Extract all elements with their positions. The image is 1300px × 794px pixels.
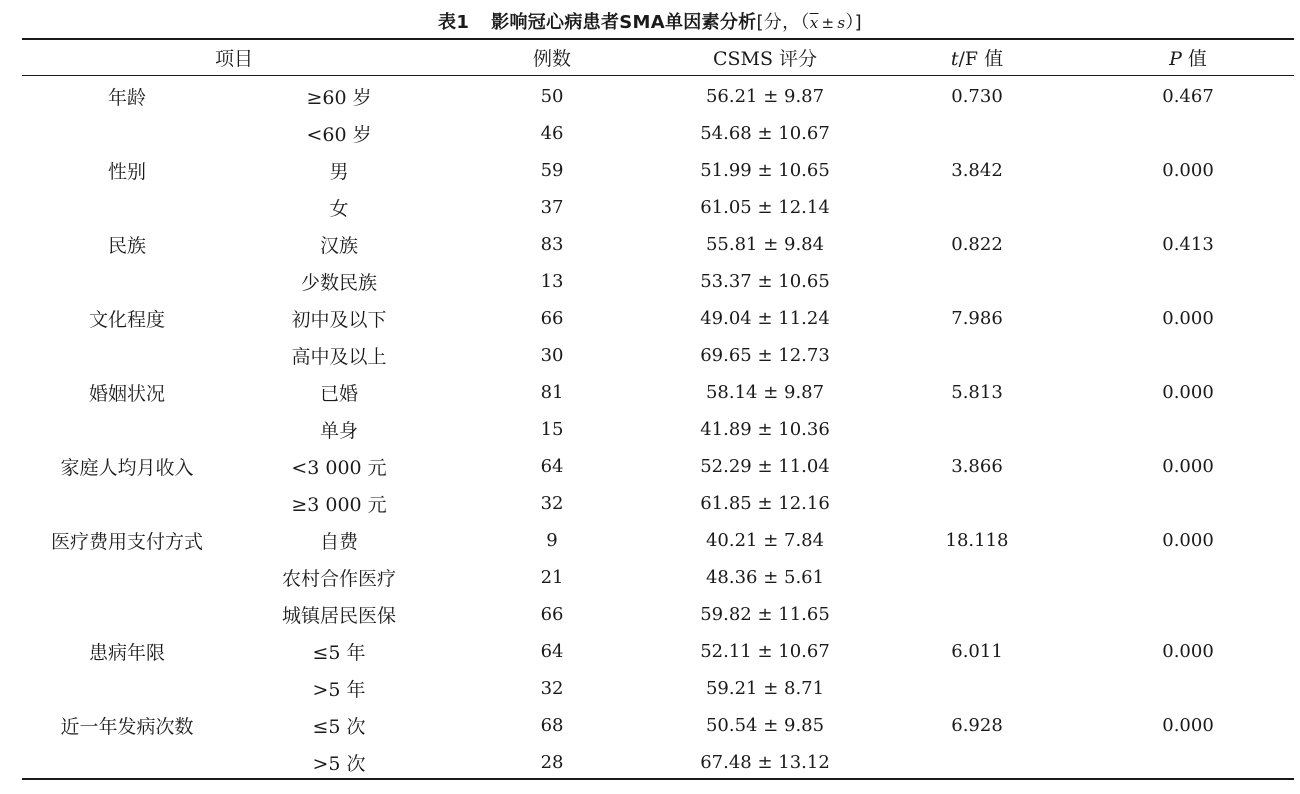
table-row [22,448,1294,485]
table-row [22,75,1294,115]
count-cell: 37 [540,197,564,218]
header-p-rest: 值 [1181,48,1207,70]
p-cell [1082,189,1294,226]
header-stat [872,40,1082,75]
level-cell: 农村合作医疗 [282,568,397,590]
p-cell: 0.413 [1162,234,1214,255]
score-cell: 51.99 ± 10.65 [700,160,830,181]
plus-minus-symbol: ± [821,14,835,32]
score-cell: 40.21 ± 7.84 [705,530,825,551]
score-cell: 61.85 ± 12.16 [700,493,830,514]
table-row [22,152,1294,189]
stat-cell: 18.118 [945,530,1009,551]
table-row [22,670,1294,707]
table-row [22,115,1294,152]
table-row [22,263,1294,300]
table-caption [0,8,1300,34]
mean-symbol: $\overline{x}$ [809,14,819,32]
table-label: 表1 [438,12,470,33]
score-cell: 48.36 ± 5.61 [705,567,825,588]
score-cell: 55.81 ± 9.84 [705,234,825,255]
factor-cell [22,670,232,707]
p-cell: 0.000 [1162,382,1214,403]
header-count: 例数 [533,48,572,70]
count-cell: 81 [540,382,564,403]
factor-cell: 家庭人均月收入 [60,457,194,479]
factor-cell [22,189,232,226]
score-cell: 56.21 ± 9.87 [705,86,825,107]
count-cell: 50 [540,86,564,107]
stat-cell [872,115,1082,152]
p-cell [1082,670,1294,707]
score-cell: 59.21 ± 8.71 [705,678,825,699]
p-cell [1082,559,1294,596]
factor-cell [22,485,232,522]
score-cell: 49.04 ± 11.24 [700,308,830,329]
table-row [22,485,1294,522]
analysis-table [22,40,1294,781]
factor-cell [22,596,232,633]
level-cell: 城镇居民医保 [282,605,397,627]
count-cell: 64 [540,456,564,477]
score-cell: 59.82 ± 11.65 [700,604,830,625]
factor-cell [22,115,232,152]
count-cell: 13 [540,271,564,292]
p-cell: 0.000 [1162,530,1214,551]
level-cell: ≥60 岁 [306,87,372,109]
level-cell: 初中及以下 [291,309,387,331]
table-row [22,337,1294,374]
count-cell: 46 [540,123,564,144]
level-cell: <3 000 元 [291,457,387,479]
table-row [22,300,1294,337]
stat-cell [872,337,1082,374]
p-cell: 0.000 [1162,160,1214,181]
header-p [1082,40,1294,75]
count-cell: 32 [540,678,564,699]
stat-cell: 3.866 [951,456,1003,477]
p-cell [1082,337,1294,374]
level-cell: ≥3 000 元 [291,494,387,516]
level-cell: >5 年 [312,679,366,701]
table-row [22,707,1294,744]
p-cell [1082,596,1294,633]
stat-cell: 0.822 [951,234,1003,255]
table-row [22,226,1294,263]
stat-cell [872,744,1082,781]
level-cell: >5 次 [312,753,366,775]
p-cell: 0.000 [1162,715,1214,736]
p-cell [1082,485,1294,522]
stat-cell [872,189,1082,226]
table-row [22,189,1294,226]
stat-cell [872,596,1082,633]
table-row [22,633,1294,670]
stat-cell: 6.011 [951,641,1003,662]
factor-cell: 婚姻状况 [88,383,165,405]
count-cell: 15 [540,419,564,440]
stat-cell: 6.928 [951,715,1003,736]
factor-cell: 医疗费用支付方式 [50,531,203,553]
stat-cell: 0.730 [951,86,1003,107]
factor-cell: 民族 [107,235,146,257]
level-cell: 单身 [320,420,359,442]
count-cell: 30 [540,345,564,366]
score-cell: 41.89 ± 10.36 [700,419,830,440]
table-row [22,411,1294,448]
header-stat-rest: /F 值 [958,48,1004,70]
header-item: 项目 [215,48,254,70]
score-cell: 50.54 ± 9.85 [705,715,825,736]
factor-cell [22,559,232,596]
p-cell: 0.000 [1162,641,1214,662]
count-cell: 9 [546,530,558,551]
p-cell: 0.000 [1162,308,1214,329]
level-cell: 女 [329,198,349,220]
table-row [22,559,1294,596]
factor-cell [22,411,232,448]
table-row [22,744,1294,781]
factor-cell: 年龄 [107,87,146,109]
sd-symbol: s [837,14,846,32]
factor-cell: 近一年发病次数 [60,716,194,738]
count-cell: 66 [540,308,564,329]
p-cell [1082,115,1294,152]
score-cell: 69.65 ± 12.73 [700,345,830,366]
table-row [22,374,1294,411]
stat-cell [872,411,1082,448]
stat-cell: 3.842 [951,160,1003,181]
level-cell: 男 [329,161,349,183]
stat-cell [872,670,1082,707]
count-cell: 21 [540,567,564,588]
count-cell: 64 [540,641,564,662]
p-cell [1082,411,1294,448]
score-cell: 53.37 ± 10.65 [700,271,830,292]
count-cell: 66 [540,604,564,625]
table-row [22,522,1294,559]
level-cell: ≤5 次 [312,716,366,738]
factor-cell: 文化程度 [88,309,165,331]
count-cell: 59 [540,160,564,181]
score-cell: 52.29 ± 11.04 [700,456,830,477]
factor-cell [22,337,232,374]
count-cell: 68 [540,715,564,736]
header-row [22,40,1294,75]
p-cell [1082,744,1294,781]
factor-cell: 患病年限 [88,642,165,664]
score-cell: 52.11 ± 10.67 [700,641,830,662]
score-cell: 58.14 ± 9.87 [705,382,825,403]
score-cell: 54.68 ± 10.67 [700,123,830,144]
p-cell: 0.000 [1162,456,1214,477]
factor-cell [22,744,232,781]
score-cell: 67.48 ± 13.12 [700,752,830,773]
stat-cell: 5.813 [951,382,1003,403]
header-score: CSMS 评分 [712,48,818,70]
p-cell [1082,263,1294,300]
score-cell: 61.05 ± 12.14 [700,197,830,218]
level-cell: <60 岁 [306,124,372,146]
level-cell: 汉族 [320,235,359,257]
level-cell: 高中及以上 [291,346,387,368]
level-cell: 已婚 [320,383,359,405]
level-cell: 少数民族 [301,272,378,294]
level-cell: 自费 [320,531,359,553]
stat-cell [872,559,1082,596]
header-p-italic: P [1169,48,1182,70]
factor-cell: 性别 [107,161,146,183]
count-cell: 83 [540,234,564,255]
count-cell: 28 [540,752,564,773]
stat-cell [872,263,1082,300]
level-cell: ≤5 年 [312,642,366,664]
header-stat-t: t [950,48,959,70]
stat-cell: 7.986 [951,308,1003,329]
factor-cell [22,263,232,300]
caption-bracket-close: ）] [845,12,862,33]
table-title: 影响冠心病患者SMA单因素分析 [491,12,757,33]
stat-cell [872,485,1082,522]
table-row [22,596,1294,633]
p-cell: 0.467 [1162,86,1214,107]
caption-bracket-open: [分，（ [756,12,810,33]
count-cell: 32 [540,493,564,514]
